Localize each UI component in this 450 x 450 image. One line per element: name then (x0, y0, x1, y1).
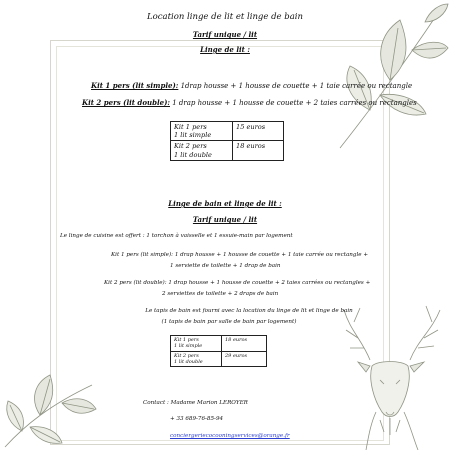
price-cell: 18 euros (233, 141, 284, 160)
kit-name: Kit 2 pers (174, 142, 207, 151)
bed-tarif: Tarif unique / lit (192, 30, 258, 39)
kit-cell (171, 141, 233, 160)
kit-bed: 1 lit double (174, 358, 203, 365)
price-cell: 18 euros (222, 336, 267, 352)
kit-bed: 1 lit double (174, 150, 212, 159)
bath-mat-line2: (1 tapis de bain par salle de bain par logement) (161, 319, 297, 325)
kit-bed: 1 lit simple (174, 131, 212, 140)
deer-head-illustration (340, 300, 450, 450)
bed-kit2-text: 1 drap housse + 1 housse de couette + 2 taies carrées ou rectangles (172, 99, 417, 107)
bed-price-table (170, 121, 284, 161)
bath-kit2-line2: 2 serviettes de toilette + 2 draps de bain (162, 291, 279, 297)
kit-name: Kit 2 pers (174, 352, 199, 359)
bath-tarif: Tarif unique / lit (192, 215, 258, 224)
document-title: Location linge de lit et linge de bain (147, 12, 303, 22)
kit-cell (171, 122, 233, 141)
kit-name: Kit 1 pers (174, 337, 199, 343)
bed-heading: Linge de lit : (200, 45, 250, 54)
kit-cell (171, 336, 222, 352)
contact-phone: + 33 689-76-85-94 (170, 416, 224, 422)
bath-kit1-line1: Kit 1 pers (lit simple): 1 drap housse + 1 housse de couette + 1 taie carrée ou rectangle + (111, 252, 369, 258)
contact-name: Contact : Madame Marion LEROYER (143, 400, 248, 406)
table-row (171, 351, 267, 367)
table-row (171, 122, 284, 141)
bath-kit1-line2: 1 serviette de toilette + 1 drap de bain (170, 263, 281, 269)
bath-price-table (170, 335, 267, 367)
leaf-branch-bottom-left-illustration (0, 355, 100, 450)
bed-kit1-text: 1drap housse + 1 housse de couette + 1 taie carrée ou rectangle (180, 82, 413, 90)
kit-cell (171, 351, 222, 367)
bed-kit1-line (91, 82, 412, 90)
kit-name: Kit 1 pers (174, 123, 207, 131)
kitchen-note: Le linge de cuisine est offert : 1 torchon à vaisselle et 1 essuie-main par logement (60, 233, 293, 239)
bed-kit2-label: Kit 2 pers (lit double): (82, 98, 170, 107)
table-row (171, 336, 267, 352)
price-cell: 29 euros (222, 351, 267, 367)
leaf-branch-top-right-illustration (330, 0, 450, 150)
bed-kit1-label: Kit 1 pers (lit simple): (91, 81, 179, 90)
bath-kit2-line1: Kit 2 pers (lit double): 1 drap housse + 1 housse de couette + 2 taies carrées ou rectangles + (104, 280, 371, 286)
table-row (171, 141, 284, 160)
contact-email-link[interactable]: conciergeriecocooningservices@orange.fr (170, 433, 290, 439)
bath-heading: Linge de bain et linge de lit : (168, 199, 282, 208)
price-cell: 15 euros (233, 122, 284, 141)
bed-kit2-line (82, 99, 417, 107)
bath-mat-line1: Le tapis de bain est fourni avec la location du linge de lit et linge de bain (145, 308, 353, 314)
kit-bed: 1 lit simple (174, 343, 203, 350)
